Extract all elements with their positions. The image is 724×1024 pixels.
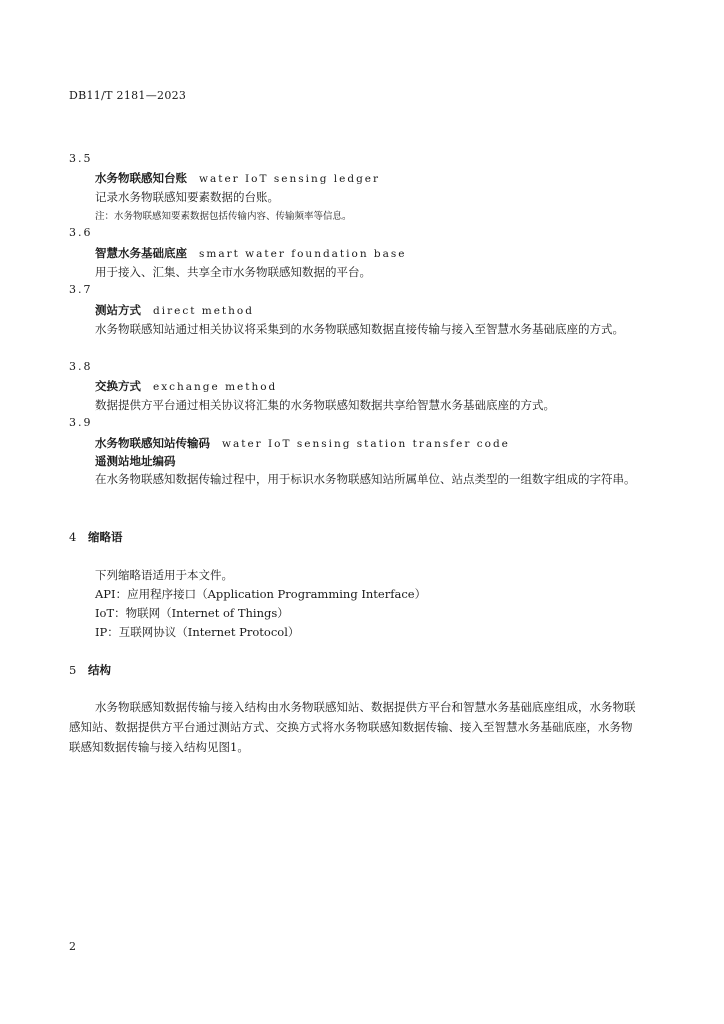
term-en: exchange method <box>153 381 278 393</box>
abbreviation-intro: 下列缩略语适用于本文件。 <box>95 568 233 582</box>
term-definition: 在水务物联感知数据传输过程中，用于标识水务物联感知站所属单位、站点类型的一组数字组成的字符串。 <box>95 472 636 486</box>
term-alt-name: 遥测站地址编码 <box>95 454 176 468</box>
term-zh: 交换方式 <box>95 379 141 393</box>
term-heading <box>95 245 407 261</box>
term-zh: 智慧水务基础底座 <box>95 246 187 260</box>
section-number: 4 <box>69 530 77 544</box>
term-heading <box>95 435 510 451</box>
term-definition: 水务物联感知站通过相关协议将采集到的水务物联感知数据直接传输与接入至智慧水务基础底座的方式。 <box>95 322 624 336</box>
term-zh: 水务物联感知站传输码 <box>95 436 210 450</box>
term-definition: 记录水务物联感知要素数据的台账。 <box>95 190 279 204</box>
term-number: 3.5 <box>69 152 93 165</box>
section-title: 缩略语 <box>88 530 123 544</box>
term-heading <box>95 302 254 318</box>
term-heading <box>95 170 380 186</box>
abbreviation-item: API：应用程序接口（Application Programming Interface） <box>95 587 427 601</box>
abbreviation-item: IP：互联网协议（Internet Protocol） <box>95 625 300 639</box>
term-en: direct method <box>153 305 254 317</box>
term-number: 3.7 <box>69 283 93 296</box>
term-definition: 用于接入、汇集、共享全市水务物联感知数据的平台。 <box>95 265 371 279</box>
term-number: 3.8 <box>69 360 93 373</box>
term-en: water IoT sensing station transfer code <box>222 438 510 450</box>
term-en: water IoT sensing ledger <box>199 173 381 185</box>
abbreviation-item: IoT：物联网（Internet of Things） <box>95 606 289 620</box>
term-en: smart water foundation base <box>199 248 407 260</box>
term-heading <box>95 378 277 394</box>
section-heading <box>69 529 123 545</box>
term-zh: 测站方式 <box>95 303 141 317</box>
section-number: 5 <box>69 663 77 677</box>
term-note: 注：水务物联感知要素数据包括传输内容、传输频率等信息。 <box>95 211 352 222</box>
section-title: 结构 <box>88 663 111 677</box>
section-heading <box>69 662 111 678</box>
term-zh: 水务物联感知台账 <box>95 171 187 185</box>
section-body: 水务物联感知数据传输与接入结构由水务物联感知站、数据提供方平台和智慧水务基础底座组成，水务物联感知站、数据提供方平台通过测站方式、交换方式将水务物联感知数据传输、接入至智慧水务基础底座，水务物联感知数据传输与接入结构见图1。 <box>69 700 636 754</box>
term-number: 3.6 <box>69 226 93 239</box>
term-number: 3.9 <box>69 416 93 429</box>
document-header: DB11/T 2181—2023 <box>69 89 187 102</box>
term-definition: 数据提供方平台通过相关协议将汇集的水务物联感知数据共享给智慧水务基础底座的方式。 <box>95 398 555 412</box>
page-number: 2 <box>69 940 76 953</box>
